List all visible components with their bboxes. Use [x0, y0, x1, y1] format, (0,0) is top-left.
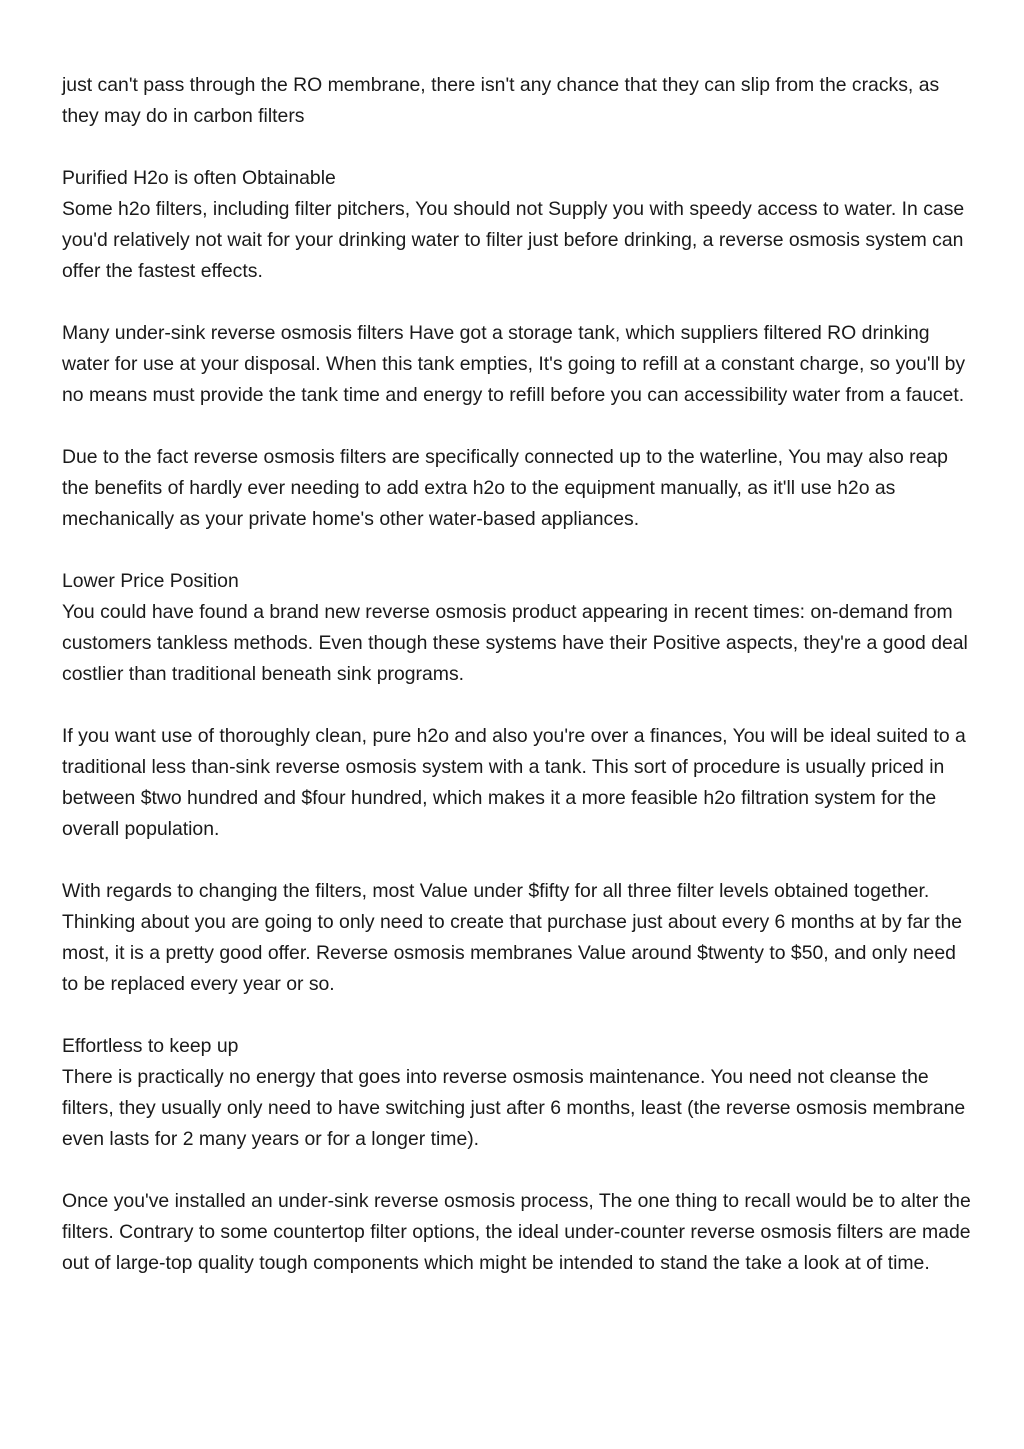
paragraph-block-9 — [62, 1186, 972, 1279]
section-heading: Lower Price Position — [62, 570, 239, 592]
paragraph-text: just can't pass through the RO membrane, there isn't any chance that they can slip from the cracks, as they may do in carbon filters — [62, 74, 940, 127]
paragraph-text: Some h2o filters, including filter pitchers, You should not Supply you with speedy access to water. In case you'd relatively not wait for your drinking water to filter just before drinking, a reverse osmosis system can offer the fastest effects. — [62, 198, 965, 282]
section-effortless — [62, 1031, 972, 1155]
section-lower-price — [62, 566, 972, 690]
paragraph-block-6 — [62, 721, 972, 845]
paragraph-block-7 — [62, 876, 972, 1000]
paragraph-block-1 — [62, 70, 972, 132]
section-purified-water — [62, 163, 972, 287]
section-heading: Purified H2o is often Obtainable — [62, 167, 336, 189]
paragraph-text: With regards to changing the filters, most Value under $fifty for all three filter levels obtained together. Thinking about you are going to only need to create that purchase just about every 6 months at by far the most, it is a pretty good offer. Reverse osmosis membranes Value around $twenty to $50, and only need to be replaced every year or so. — [62, 880, 963, 995]
paragraph-text: Due to the fact reverse osmosis filters are specifically connected up to the waterline, You may also reap the benefits of hardly ever needing to add extra h2o to the equipment manually, as it'll use h2o as mechanically as your private home's other water-based appliances. — [62, 446, 948, 530]
paragraph-text: Many under-sink reverse osmosis filters Have got a storage tank, which suppliers filtered RO drinking water for use at your disposal. When this tank empties, It's going to refill at a constant charge, so you'll by no means must provide the tank time and energy to refill before you can accessibility water from a faucet. — [62, 322, 966, 406]
paragraph-block-3 — [62, 318, 972, 411]
section-heading: Effortless to keep up — [62, 1035, 239, 1057]
document-page — [62, 70, 972, 1310]
paragraph-text: You could have found a brand new reverse osmosis product appearing in recent times: on-demand from customers tankless methods. Even though these systems have their Positive aspects, they're a good deal costlier than traditional beneath sink programs. — [62, 601, 968, 685]
paragraph-text: There is practically no energy that goes into reverse osmosis maintenance. You need not cleanse the filters, they usually only need to have switching just after 6 months, least (the reverse osmosis membrane even lasts for 2 many years or for a longer time). — [62, 1066, 966, 1150]
paragraph-text: Once you've installed an under-sink reverse osmosis process, The one thing to recall would be to alter the filters. Contrary to some countertop filter options, the ideal under-counter reverse osmosis filters are made out of large-top quality tough components which might be intended to stand the take a look at of time. — [62, 1190, 971, 1274]
paragraph-block-4 — [62, 442, 972, 535]
paragraph-text: If you want use of thoroughly clean, pure h2o and also you're over a finances, You will be ideal suited to a traditional less than-sink reverse osmosis system with a tank. This sort of procedure is usually priced in between $two hundred and $four hundred, which makes it a more feasible h2o filtration system for the overall population. — [62, 725, 966, 840]
